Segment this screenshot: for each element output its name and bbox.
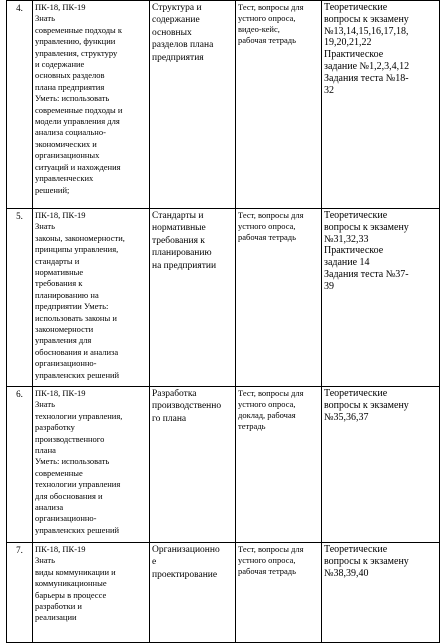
assessment-tools-cell: Тест, вопросы для устного опроса, рабочая тетрадь	[236, 543, 322, 643]
table-row	[7, 543, 440, 643]
row-number: 5.	[7, 209, 33, 387]
row-number: 7.	[7, 543, 33, 643]
exam-materials-cell: Теоретические вопросы к экзамену №31,32,33 Практическое задание 14 Задания теста №37- 39	[322, 209, 440, 387]
exam-materials-cell: Теоретические вопросы к экзамену №35,36,37	[322, 387, 440, 543]
competency-assessment-table	[6, 0, 440, 643]
assessment-tools-cell: Тест, вопросы для устного опроса, видео-кейс, рабочая тетрадь	[236, 1, 322, 209]
topic-cell: Разработка производственно го плана	[150, 387, 236, 543]
table-row	[7, 387, 440, 543]
row-number: 4.	[7, 1, 33, 209]
topic-cell: Структура и содержание основных разделов плана предприятия	[150, 1, 236, 209]
table-row	[7, 209, 440, 387]
row-number: 6.	[7, 387, 33, 543]
topic-cell: Стандарты и нормативные требования к планированию на предприятии	[150, 209, 236, 387]
competency-cell: ПК-18, ПК-19 Знать законы, закономерности, принципы управления, стандарты и нормативные требования к планированию на предприятии Уметь: использовать законы и закономерности управления для обоснования и анализа организационно- управленских решений	[33, 209, 150, 387]
assessment-tools-cell: Тест, вопросы для устного опроса, рабочая тетрадь	[236, 209, 322, 387]
exam-materials-cell: Теоретические вопросы к экзамену №13,14,15,16,17,18, 19,20,21,22 Практическое задание №1,2,3,4,12 Задания теста №18- 32	[322, 1, 440, 209]
table-row	[7, 1, 440, 209]
assessment-tools-cell: Тест, вопросы для устного опроса, доклад, рабочая тетрадь	[236, 387, 322, 543]
competency-cell: ПК-18, ПК-19 Знать виды коммуникации и коммуникационные барьеры в процессе разработки и реализации	[33, 543, 150, 643]
competency-cell: ПК-18, ПК-19 Знать технологии управления, разработку производственного плана Уметь: использовать современные технологии управления для обоснования и анализа организационно- управленских решений	[33, 387, 150, 543]
competency-cell: ПК-18, ПК-19 Знать современные подходы к управлению, функции управления, структуру и содержание основных разделов плана предприятия Уметь: использовать современные подходы и модели управления для анализа социально- экономических и организационных ситуаций и нахождения управленческих решений;	[33, 1, 150, 209]
exam-materials-cell: Теоретические вопросы к экзамену №38,39,40	[322, 543, 440, 643]
topic-cell: Организационно е проектирование	[150, 543, 236, 643]
